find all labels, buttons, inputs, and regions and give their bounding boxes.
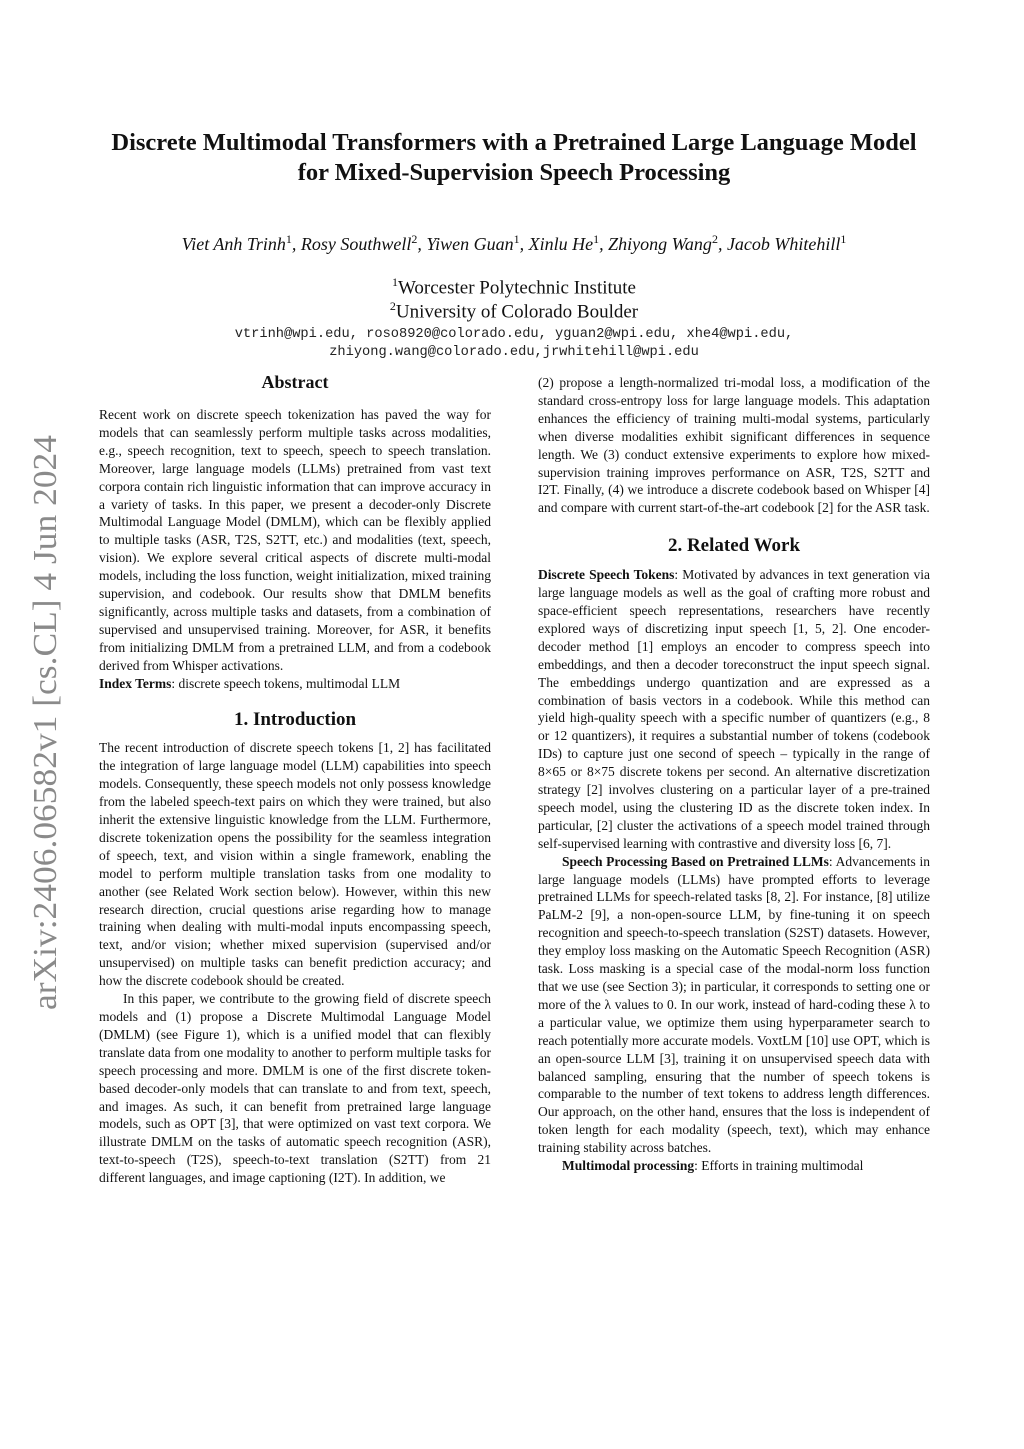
related-paragraph-multimodal [538,1157,930,1175]
affiliation-2 [60,299,968,323]
discrete-tokens-text: : Motivated by advances in text generation via large language models as well as the goal of crafting more robust and space-efficient speech representations, researchers have recently explored ways of discretizing input speech [1, 5, 2]. One encoder-decoder method [1] employs an encoder to compress speech into embeddings, and then a decoder toreconstruct the input speech signal. The embeddings undergo quantization and are expressed as a combination of basis vectors in a codebook. While this method can yield high-quality speech with a specific number of quantizers (e.g., 8 or 12 quantizers), it requires a substantial number of tokens (codebook IDs) to capture just one second of speech – typically in the range of 8×65 or 8×75 discrete tokens per second. An alternative discretization strategy [2] involves clustering on a particular layer of a pre-trained speech model, using the clustering ID as the discrete token index. In particular, [2] cluster the activations of a speech model trained through self-supervised learning with contrastive and diversity loss [6, 7]. [538,567,930,851]
related-work-heading: 2. Related Work [667,535,801,557]
abstract-heading: Abstract [261,372,329,392]
author: Xinlu He [528,234,594,254]
related-paragraph-discrete-tokens [538,566,930,853]
author: Yiwen Guan [426,234,514,254]
author-affiliation-mark: 2 [411,232,418,246]
multimodal-label: Multimodal processing [562,1158,695,1174]
paper-title [80,128,948,188]
intro-paragraph-3: (2) propose a length-normalized tri-modal loss, a modification of the standard cross-entropy loss for large language models. This adaptation enhances the efficiency of training multi-modal systems, particularly when diverse modalities exhibit significant differences in sequence length. We (3) conduct extensive experiments to explore how mixed-supervision training improves performance on ASR, T2S, S2TT and I2T. Finally, (4) we introduce a discrete codebook based on Whisper [4] and compare with current start-of-the-art codebook [2] for the ASR task. [538,375,930,516]
right-column [538,374,930,1175]
author-affiliation-mark: 1 [285,232,292,246]
affiliation-number: 2 [389,299,396,313]
author-list [60,232,968,255]
author-affiliation-mark: 1 [840,232,847,246]
affiliation-1 [60,275,968,299]
index-terms-label: Index Terms [99,675,172,691]
author-separator: , [717,234,727,254]
author: Viet Anh Trinh [181,234,286,254]
index-terms-text: : discrete speech tokens, multimodal LLM [171,675,401,691]
author: Jacob Whitehill [726,234,841,254]
author-separator: , [291,234,301,254]
abstract-text: Recent work on discrete speech tokenization has paved the way for models that can seamlessly perform multiple tasks across modalities, e.g., speech recognition, text to speech, speech to speech translation. Moreover, large language models (LLMs) pretrained from vast text corpora contain rich linguistic information that can improve accuracy in a variety of tasks. In this paper, we present a decoder-only Discrete Multimodal Language Model (DMLM), which can be flexibly applied to multiple tasks (ASR, T2S, S2TT, etc.) and modalities (text, speech, vision). We explore several critical aspects of discrete multi-modal models, including the loss function, weight initialization, mixed training supervision, and codebook. Our results show that DMLM benefits significantly, across multiple tasks and datasets, from a combination of supervised and unsupervised training. Moreover, for ASR, it benefits from initializing DMLM from a pretrained LLM, and from a codebook derived from Whisper activations. [99,407,491,673]
affiliation-name: University of Colorado Boulder [395,301,639,323]
left-column [99,370,491,1187]
multimodal-text: : Efforts in training multimodal [694,1158,864,1174]
emails-line-2: zhiyong.wang@colorado.edu,jrwhitehill@wpi.edu [329,345,699,360]
author: Zhiyong Wang [608,234,712,254]
introduction-heading: 1. Introduction [233,708,357,730]
intro-paragraph-2: In this paper, we contribute to the growing field of discrete speech models and (1) propose a Discrete Multimodal Language Model (DMLM) (see Figure 1), which is a unified model that can flexibly translate data from one modality to another to perform multiple tasks for speech processing and more. DMLM is one of the first discrete token-based decoder-only models that can translate to and from text, speech, and images. As such, it can benefit from pretrained large language models, such as OPT [3], that were optimized on vast text corpora. We illustrate DMLM on the tasks of automatic speech recognition (ASR), text-to-speech (T2S), speech-to-text translation (S2TT) from 21 different languages, and image captioning (I2T). In addition, we [99,991,491,1186]
intro-paragraph-1: The recent introduction of discrete speech tokens [1, 2] has facilitated the integration of large language model (LLM) capabilities into speech models. Consequently, these speech models not only possess knowledge from the labeled speech-text pairs on which they were trained, but also inherit the extensive linguistic knowledge from the LLM. Furthermore, discrete tokenization opens the possibility for the seamless integration of speech, text, and vision within a single framework, enabling the model to perform multiple translation tasks from one modality to another (see Related Work section below). However, within this new research direction, crucial questions arise regarding how to manage training when dealing with multi-modal inputs encompassing speech, text, and/or vision; whether mixed supervision (supervised and/or unsupervised) on multiple tasks can benefit prediction accuracy; and how the discrete codebook should be created. [99,740,491,989]
arxiv-identifier [12,430,72,1010]
arxiv-identifier-text: arXiv:2406.06582v1 [cs.CL] 4 Jun 2024 [27,458,64,1010]
author-emails [60,326,968,362]
affiliation-name: Worcester Polytechnic Institute [397,277,636,299]
pretrained-llms-text: : Advancements in large language models (LLMs) have prompted efforts to leverage pretrained LLMs for speech-related tasks [8, 2]. For instance, [8] utilize PaLM-2 [9], a non-open-source LLM, by fine-tuning it on speech recognition and speech-to-speech translation (S2ST) datasets. However, they employ loss masking on the Automatic Speech Recognition (ASR) task. Loss masking is a special case of the modal-norm loss function that we use (see Section 3); in particular, it corresponds to setting one or more of the λ values to 0. In our work, instead of hard-coding these λ to a particular value, we optimize them using hyperparameter search to reach potentially more accurate models. VoxtLM [10] use OPT, which is an open-source LLM [3], training it on unsupervised speech data with balanced sampling, ensuring that the number of speech tokens is comparable to the number of text tokens to address length differences. Our approach, on the other hand, ensures that the loss is independent of token length for each modality (speech, text), which may enhance training stability across batches. [538,853,930,1156]
author-affiliation-mark: 2 [711,232,718,246]
pretrained-llms-label: Speech Processing Based on Pretrained LLMs [562,853,829,869]
discrete-tokens-label: Discrete Speech Tokens [538,567,675,583]
author-affiliation-mark: 1 [593,232,600,246]
author-separator: , [519,234,529,254]
author-separator: , [417,234,427,254]
arxiv-identifier-svg [12,430,72,1010]
author-affiliation-mark: 1 [513,232,520,246]
title-line-1: Discrete Multimodal Transformers with a Pretrained Large Language Model [111,129,917,156]
index-terms [99,675,491,693]
author: Rosy Southwell [300,234,412,254]
author-separator: , [599,234,609,254]
related-paragraph-pretrained-llms [538,853,930,1157]
emails-line-1: vtrinh@wpi.edu, roso8920@colorado.edu, yguan2@wpi.edu, xhe4@wpi.edu, [234,327,794,342]
affiliation-number: 1 [391,275,398,289]
title-line-2: for Mixed-Supervision Speech Processing [297,159,731,186]
